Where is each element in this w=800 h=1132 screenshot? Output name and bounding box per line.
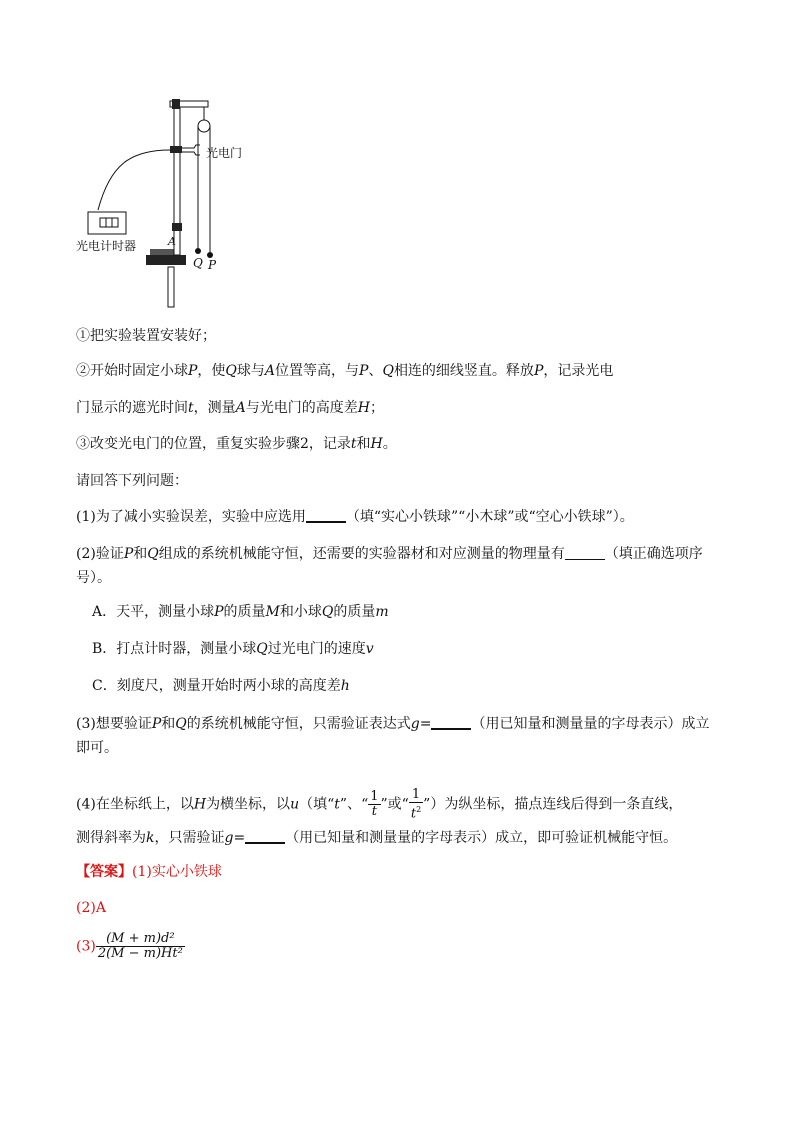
pulley (198, 120, 210, 132)
stand-base-rod (168, 267, 174, 307)
fraction-one-over-t-squared: $\frac{1}{t^2}$ (410, 787, 422, 822)
timer-label: 光电计时器 (76, 239, 137, 253)
option-B: B．打点计时器，测量小球Q过光电门的速度v (92, 641, 374, 657)
answer-3-formula: $\frac{\text{(M + m)d²}}{\text{2(M − m)Ht²}}$ (97, 931, 183, 961)
option-A: A．天平，测量小球P的质量M和小球Q的质量m (92, 604, 389, 620)
step-1: ①把实验装置安装好； (76, 328, 216, 344)
question-2-line2: 号）。 (76, 570, 111, 586)
fraction-one-over-t: $\frac{1}{t}$ (370, 789, 379, 820)
photogate-label: 光电门 (206, 146, 243, 160)
question-2: (2)验证P和Q组成的系统机械能守恒，还需要的实验器材和对应测量的物理量有 （填正确选项序 (76, 546, 703, 562)
step-3: ③改变光电门的位置，重复实验步骤2，记录t和H。 (76, 436, 397, 452)
vertical-pole (174, 103, 180, 255)
photogate (170, 146, 182, 153)
question-4: (4)在坐标纸上，以H为横坐标，以u（填“t”、“ $\frac{1}{t}$ ”或“ $\frac{1}{t^2}$ ”）为纵坐标，描点连线后得到一条直线， (76, 787, 683, 822)
answer-blank-1[interactable] (306, 507, 346, 523)
question-3-line2: 即可。 (76, 740, 118, 756)
step-2-line2: 门显示的遮光时间t，测量A与光电门的高度差H； (76, 400, 384, 416)
step-2: ②开始时固定小球P，使Q球与A位置等高，与P、Q相连的细线竖直。释放P，记录光电 (76, 363, 614, 379)
question-3: (3)想要验证P和Q的系统机械能守恒，只需验证表达式g= （用已知量和测量量的字母表示）成立 (76, 716, 710, 732)
questions-intro: 请回答下列问题： (76, 473, 188, 489)
label-P: P (208, 258, 217, 272)
answer-1: 【答案】(1)实心小铁球 (76, 864, 222, 880)
answer-3: (3) $\frac{\text{(M + m)d²}}{\text{2(M − m)Ht²}}$ (76, 931, 183, 961)
photogate-cable (98, 150, 170, 210)
question-4-line2: 测得斜率为k，只需验证g= （用已知量和测量量的字母表示）成立，即可验证机械能守恒。 (76, 830, 678, 846)
answer-blank-2[interactable] (565, 545, 605, 560)
top-clamp (172, 99, 180, 109)
label-A: A (168, 235, 176, 248)
stand-platform (146, 255, 186, 265)
apparatus-figure (70, 95, 270, 310)
clamp-A (172, 223, 182, 231)
answer-blank-3[interactable] (431, 714, 471, 730)
answer-2: (2)A (76, 900, 106, 916)
label-Q: Q (193, 256, 203, 270)
ball-Q (195, 248, 201, 254)
option-C: C．刻度尺，测量开始时两小球的高度差h (92, 678, 350, 694)
answer-blank-4[interactable] (245, 828, 285, 844)
question-1: (1)为了减小实验误差，实验中应选用 （填“实心小铁球”“小木球”或“空心小铁球”）。 (76, 509, 634, 525)
